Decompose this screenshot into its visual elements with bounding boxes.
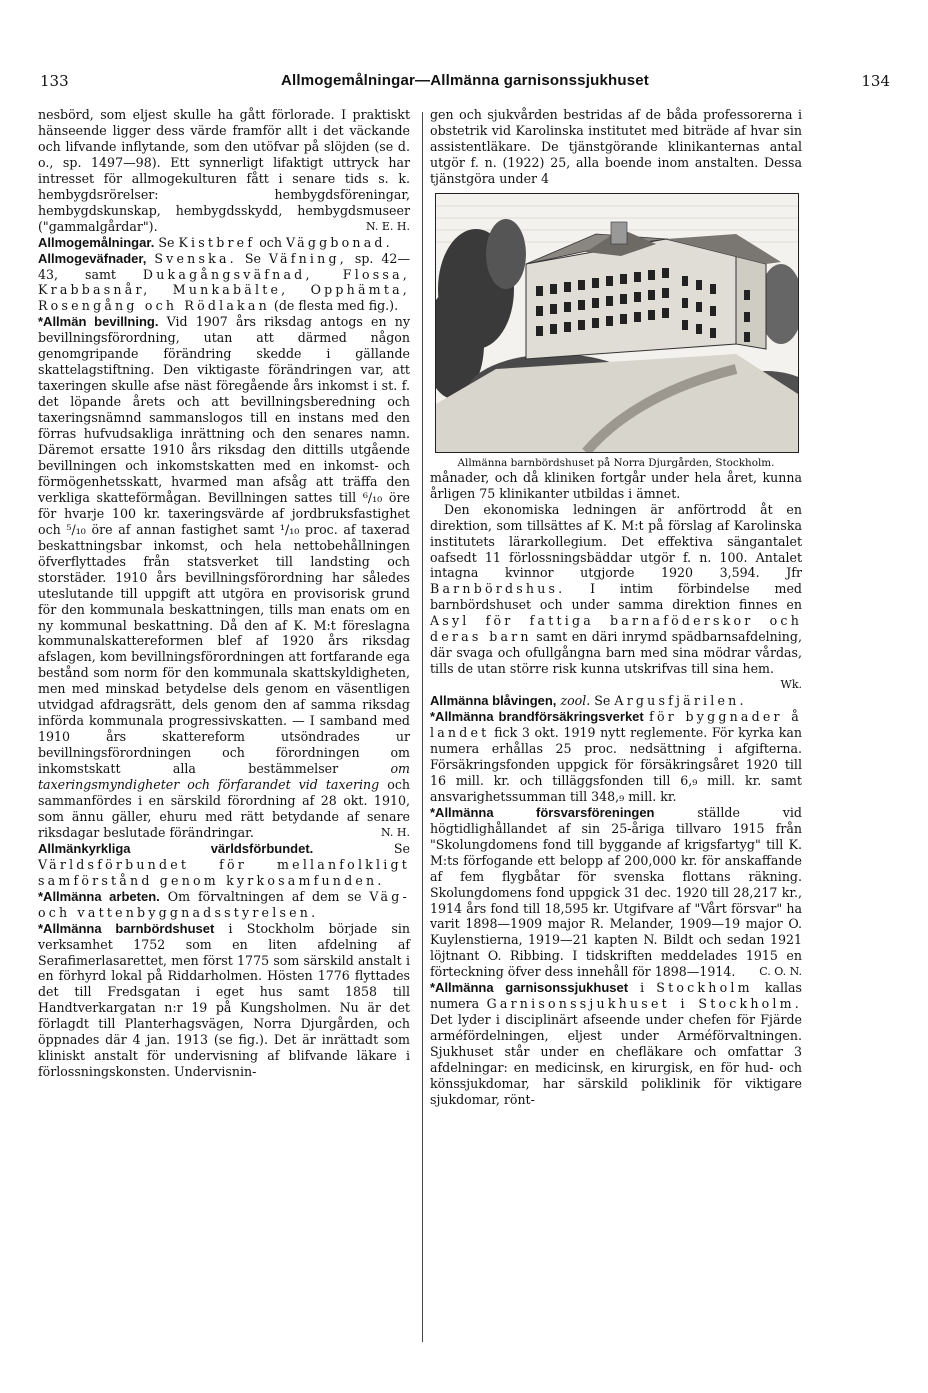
entry-allman-bevillning: *Allmän bevillning. Vid 1907 års riksdag antogs en ny bevillningsförordning, utan att därmed någon genomgripande förändring skedde i gällande skattelagstiftning. Den viktigaste förändringen var, att taxeringen skulle afse näst föregående års inkomst i st. f. det löpande årets och att bevillningsberedning och taxeringsnämnd sammanslogos till en instans med den förras hufvudsakliga inrättning och den senares namn. Däremot ersatte 1910 års riksdag den dittills utgående bevillningen och inkomstskatten med en inkomst- och förmögenhetsskatt, hvarmed man afsåg att träffa den verkliga skatteförmågan. Bevillningen sattes till ⁶/₁₀ öre för hvarje 100 kr. taxeringsvärde af jordbruksfastighet och ⁵/₁₀ öre af annan fastighet samt ¹/₁₀ proc. af taxerad beskattningsbar inkomst, och hela nettobehållningen öfverflyttades från statsverket till landsting och storstäder. 1910 års bevillningsförordning har således uteslutande till uppgift att utgöra en provisorisk grund för den kommunala beskattningen, tills man enats om en ny kommunal beskattning. Då den af K. M:t föreslagna kommunalskattereformen blef af 1920 års riksdag afslagen, kom bevillningsförordningen att fortfarande ega bestånd som norm för den kommunala skattskyldigheten, men med minskad betydelse dels genom en väsentligen utvidgad afdragsrätt, dels genom den af samma riksdag införda kommunala progressivskatten. — I samband med 1910 års skattereform utsöndrades ur bevillningsförordningen och förordningen om inkomstskatt alla bestämmelser om taxeringsmyndigheter och förfarandet vid taxering och sammanfördes i en särskild förordning af 28 okt. 1910, som ännu gäller, ehuru med rätt betydande af senare riksdagar beslutade förändringar. N. H. (38, 314, 410, 840)
cross-reference: Argusfjärilen. (614, 693, 747, 709)
entry-garnisonssjukhuset: *Allmänna garnisonssjukhuset i Stockholm kallas numera Garnisonssjukhuset i Stockholm. Det lyder i disciplinärt afseende under chefen för Fjärde arméfördelningen, eljest under Arméförvaltningen. Sjukhuset står under en chefläkare och omfattar 3 afdelningar: en medicinsk, en kirurgisk, en för hud- och könssjukdomar, har särskild poliklinik för viktigare sjukdomar, rönt- (430, 980, 802, 1107)
entry-continuation: gen och sjukvården bestridas af de båda professorerna i obstetrik vid Karolinska institutet med biträde af hvar sin assistentläkare. De tjänstgörande klinikanternas antal utgör f. n. (1922) 25, alla boende inom anstalten. Dessa tjänstgöra under 4 (430, 107, 802, 186)
cross-reference: Kistbref (178, 234, 256, 250)
headword: Allmänna blåvingen, (430, 693, 557, 709)
paragraph-direction: Den ekonomiska ledningen är anförtrodd åt en direktion, som tillsättes af K. M:t på förslag af Karolinska institutets lärarkollegium. Det effektiva sängantalet oafsedt 11 förlossningsbäddar utgör f. n. 100. Antalet intagna kvinnor utgjorde 1920 3,594. Jfr Barnbördshus. I intim förbindelse med barnbördshuset och under samma direktion finnes en Asyl för fattiga barnaföderskor och deras barn samt en däri inrymd spädbarnsafdelning, där svaga och ofullgångna barn med sina mödrar vårdas, tills de utan större risk kunna utskrifvas till sina hem. Wk. (430, 501, 802, 692)
signature: C. O. N. (759, 965, 802, 979)
headword: *Allmänna garnisonssjukhuset (430, 980, 629, 996)
entry-brandforsakringsverket: *Allmänna brandförsäkringsverket för byggnader å landet fick 3 okt. 1919 nytt reglemente. För kyrka kan numera erhållas 25 proc. nedsättning i afgifterna. Försäkringsfonden uppgick för försäkringsåret 1920 till 16 mill. kr. och tilläggsfonden till 6,₉ mill. kr. samt ansvarighetssumman till 348,₉ mill. kr. (430, 709, 802, 804)
entry-continuation-2: månader, och då kliniken fortgår under hela året, kunna årligen 75 klinikanter utbildas i ämnet. (430, 469, 802, 501)
figure-caption: Allmänna barnbördshuset på Norra Djurgården, Stockholm. (457, 456, 775, 469)
entry-allmankyrkliga: Allmänkyrkliga världsförbundet. Se Världsförbundet för mellanfolkligt samförstånd genom kyrkosamfunden. (38, 840, 410, 888)
entry-allmanna-blavingen: Allmänna blåvingen, zool. Se Argusfjärilen. (430, 693, 747, 709)
headword: *Allmänna brandförsäkringsverket (430, 709, 644, 725)
right-column (430, 107, 802, 1108)
page-number-left: 133 (40, 72, 69, 90)
entry-allmogemalningar: Allmogemålningar. Se Kistbref och Väggbonad. (38, 234, 393, 250)
page-number-right: 134 (861, 72, 890, 90)
hospital-building-image (436, 194, 798, 452)
headword: Allmogeväfnader, (38, 250, 147, 266)
cross-reference: Barnbördshus. (430, 581, 566, 597)
signature: Wk. (780, 678, 802, 692)
headword: *Allmänna barnbördshuset (38, 920, 215, 936)
cross-reference: Asyl för fattiga barnaföderskor och deras barn (430, 613, 802, 645)
headword: Allmogemålningar. (38, 234, 155, 250)
building-illustration (435, 193, 799, 453)
entry-allmogevafnader: Allmogeväfnader, Svenska. Se Väfning, sp. 42—43, samt Dukagångsväfnad, Flossa, Krabbasnår, Munkabälte, Opphämta, Rosengång och Rödlakan (de flesta med fig.). (38, 250, 410, 314)
cross-reference: Väg- och vattenbyggnadsstyrelsen. (38, 888, 410, 920)
entry-allmanna-barnbordshuset: *Allmänna barnbördshuset i Stockholm började sin verksamhet 1752 som en liten afdelning af Serafimerlasarettet, men först 1775 som särskild anstalt i en förhyrd lokal på Riddarholmen. Hösten 1776 flyttades det till Fredsgatan i eget hus samt 1858 till Handtverkargatan n:r 19 på Kungsholmen. Nu är det förlagdt till Planterhagsvägen, Norra Djurgården, och öppnades där 4 jan. 1913 (se fig.). Det är inrättadt som kliniskt anstalt för undervisning af blifvande läkare i förlossningskonsten. Undervisnin- (38, 920, 410, 1080)
signature: N. H. (380, 825, 410, 839)
signature: N. E. H. (365, 219, 410, 233)
column-divider (422, 112, 423, 1342)
cross-reference: Dukagångsväfnad, Flossa, Krabbasnår, Munkabälte, Opphämta, Rosengång och Rödlakan (38, 266, 410, 314)
headword: *Allmänna försvarsföreningen (430, 804, 655, 820)
cross-reference: Världsförbundet för mellanfolkligt samförstånd genom kyrkosamfunden. (38, 856, 410, 888)
headword: Allmänkyrkliga världsförbundet. (38, 840, 314, 856)
headword: *Allmänna arbeten. (38, 888, 160, 904)
page-header (36, 72, 894, 94)
entry-continuation: nesbörd, som eljest skulle ha gått förlorade. I praktiskt hänseende ligger dess värde framför allt i det väckande och lifvande inflytande, som den utöfvar på slöjden (se d. o., sp. 1497—98). Ett synnerligt lifaktigt uttryck har intresset för allmogekulturen fått i senare tids s. k. hembygdsrörelser: hembygdsföreningar, hembygdskunskap, hembygdsskydd, hembygdsmuseer ("gammalgårdar"). N. E. H. (38, 107, 410, 234)
cross-reference: Väggbonad. (285, 234, 393, 250)
cross-reference: Väfning, (268, 250, 347, 266)
running-title: Allmogemålningar—Allmänna garnisonssjukhuset (280, 72, 650, 89)
left-column (38, 107, 410, 1080)
entry-forsvarsforeningen: *Allmänna försvarsföreningen ställde vid högtidlighållandet af sin 25-åriga tillvaro 1915 från "Skolungdomens fond till byggande af krigsfartyg" till K. M:ts förfogande ett belopp af 200,000 kr. för anskaffande af fem flygbåtar för svenska flottans räkning. Skolungdomens fond uppgick 31 dec. 1920 till 28,217 kr., 1914 års fond till 18,595 kr. Utgifvare af "Vårt försvar" ha varit 1898—1909 major R. Melander, 1909—19 major O. Kuylenstierna, 1919—21 kapten N. Bildt och sedan 1921 löjtnant O. Ribbing. I tidskriften meddelades 1915 en förteckning öfver dess innehåll för 1898—1914. C. O. N. (430, 804, 802, 980)
entry-allmanna-arbeten: *Allmänna arbeten. Om förvaltningen af dem se Väg- och vattenbyggnadsstyrelsen. (38, 888, 410, 920)
headword: *Allmän bevillning. (38, 314, 159, 330)
cross-reference: Garnisonssjukhuset i Stockholm. (486, 996, 802, 1012)
